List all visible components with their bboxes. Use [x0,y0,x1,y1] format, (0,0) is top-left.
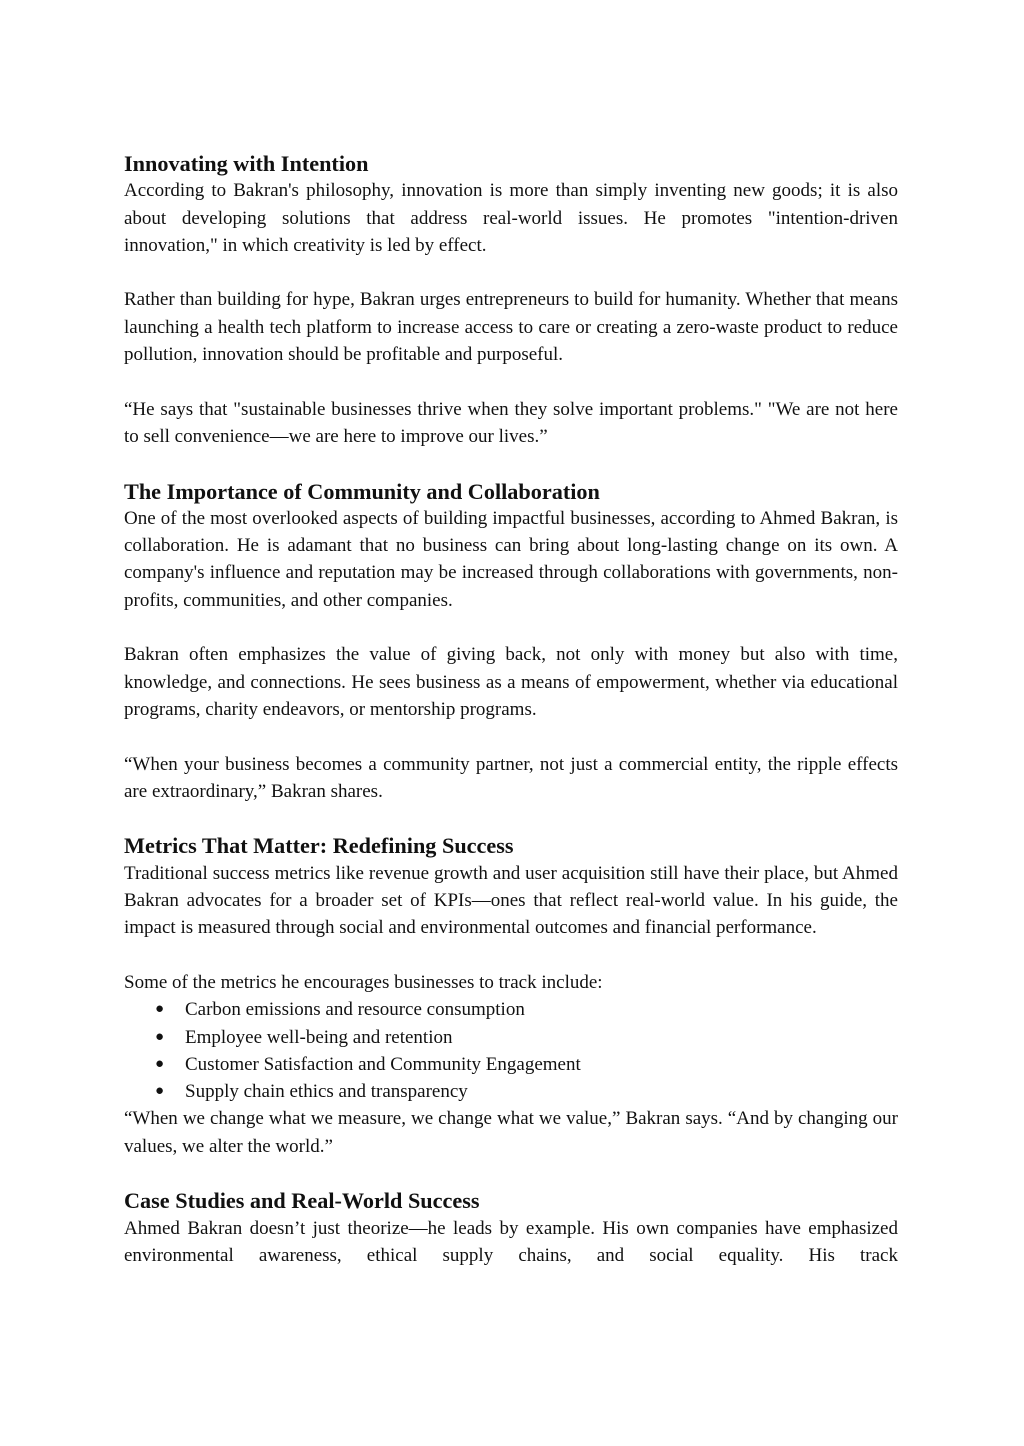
paragraph: Traditional success metrics like revenue growth and user acquisition still have their place, but Ahmed Bakran advocates for a broader set of KPIs—ones that reflect real-world value. In his guide, the impact is measured through social and environmental outcomes and financial performance. [124,862,898,939]
quote-paragraph: “He says that "sustainable businesses thrive when they solve important problems." "We are not here to sell convenience—we are here to improve our lives.” [124,398,898,447]
paragraph: Ahmed Bakran doesn’t just theorize—he leads by example. His own companies have emphasized environmental awareness, ethical supply chains, and social equality. His track [124,1217,898,1266]
paragraph: According to Bakran's philosophy, innovation is more than simply inventing new goods; it is also about developing solutions that address real-world issues. He promotes "intention-driven innovation," in which creativity is led by effect. [124,180,898,256]
document-page [124,150,898,1269]
quote-paragraph: “When we change what we measure, we change what we value,” Bakran says. “And by changing our values, we alter the world.” [124,1108,898,1157]
paragraph: Rather than building for hype, Bakran urges entrepreneurs to build for humanity. Whether that means launching a health tech platform to increase access to care or creating a zero-waste product to reduce pollution, innovation should be profitable and purposeful. [124,289,898,366]
quote-paragraph: “When your business becomes a community partner, not just a commercial entity, the ripple effects are extraordinary,” Bakran shares. [124,753,898,802]
section-heading-metrics: Metrics That Matter: Redefining Success [124,833,514,859]
list-item-text: Carbon emissions and resource consumption [185,999,525,1021]
list-item [124,1024,898,1051]
section-heading-case-studies: Case Studies and Real-World Success [124,1188,480,1214]
paragraph: Bakran often emphasizes the value of giving back, not only with money but also with time, knowledge, and connections. He sees business as a means of empowerment, whether via educational programs, charity endeavors, or mentorship programs. [124,644,898,720]
metrics-list [124,996,898,1105]
list-item-text: Employee well-being and retention [185,1026,453,1048]
section-heading-community: The Importance of Community and Collaboration [124,478,600,504]
paragraph-spacer [124,1160,898,1187]
paragraph-spacer [124,614,898,641]
paragraph-spacer [124,450,898,477]
list-intro: Some of the metrics he encourages businesses to track include: [124,971,603,993]
list-item [124,996,898,1023]
paragraph-spacer [124,368,898,395]
list-item-text: Customer Satisfaction and Community Engagement [185,1053,581,1075]
bullet-icon: ● [155,1001,165,1018]
paragraph: One of the most overlooked aspects of building impactful businesses, according to Ahmed Bakran, is collaboration. He is adamant that no business can bring about long-lasting change on its own. A company's influence and reputation may be increased through collaborations with governments, non-profits, communities, and other companies. [124,507,898,611]
paragraph-spacer [124,942,898,969]
list-item-text: Supply chain ethics and transparency [185,1081,468,1103]
paragraph-spacer [124,259,898,286]
bullet-icon: ● [155,1055,165,1072]
paragraph-spacer [124,805,898,832]
paragraph-spacer [124,723,898,750]
bullet-icon: ● [155,1083,165,1100]
list-item [124,1051,898,1078]
list-item [124,1078,898,1105]
section-heading-innovating: Innovating with Intention [124,151,369,176]
bullet-icon: ● [155,1028,165,1045]
